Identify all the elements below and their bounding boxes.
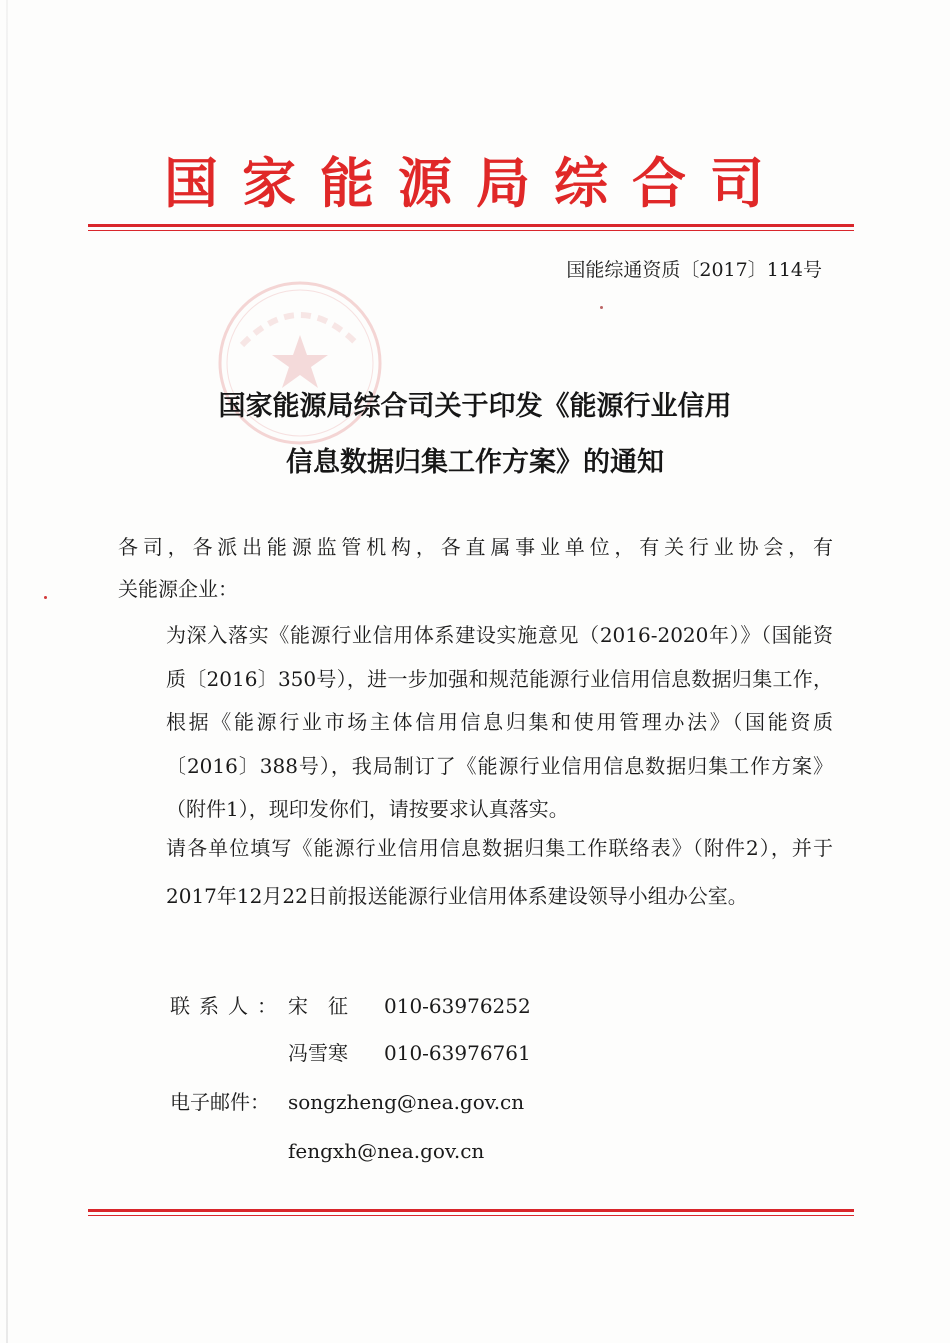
paragraph-1 — [118, 614, 833, 832]
official-seal-icon — [212, 275, 388, 451]
contact-person-2-name: 冯雪寒 — [288, 1041, 348, 1065]
contact-person-1-phone: 010-63976252 — [384, 994, 531, 1018]
document-number: 国能综通资质〔2017〕114号 — [566, 259, 822, 281]
header-red-rule — [88, 224, 854, 231]
email-row-1 — [170, 1082, 524, 1122]
addressee-line-2: 关能源企业： — [118, 577, 238, 601]
contact-person-2-phone: 010-63976761 — [384, 1041, 531, 1065]
email-2: fengxh@nea.gov.cn — [288, 1139, 485, 1163]
footer-red-rule — [88, 1209, 854, 1216]
org-header: 国家能源局综合司 — [164, 151, 788, 215]
scan-edge — [6, 0, 8, 1343]
email-label: 电子邮件： — [170, 1090, 270, 1114]
contact-row-2 — [170, 1033, 531, 1073]
email-row-2 — [170, 1131, 484, 1171]
contact-label: 联系人： — [170, 994, 286, 1018]
contact-person-1-name: 宋 征 — [288, 994, 348, 1018]
paragraph-2 — [118, 824, 833, 920]
scan-speck — [600, 306, 603, 309]
email-1: songzheng@nea.gov.cn — [288, 1090, 525, 1114]
addressee-line-1: 各司，各派出能源监管机构，各直属事业单位，有关行业协会，有 — [118, 535, 833, 559]
scan-speck — [44, 596, 47, 599]
title-line-1: 国家能源局综合司关于印发《能源行业信用 — [218, 391, 732, 422]
paragraph-2-text: 请各单位填写《能源行业信用信息数据归集工作联络表》（附件2），并于2017年12月22日前报送能源行业信用体系建设领导小组办公室。 — [166, 836, 833, 908]
title-line-2: 信息数据归集工作方案》的通知 — [286, 447, 664, 478]
contact-row-1 — [170, 986, 531, 1026]
paragraph-1-text: 为深入落实《能源行业信用体系建设实施意见（2016-2020年）》（国能资质〔2016〕350号），进一步加强和规范能源行业信用信息数据归集工作，根据《能源行业市场主体信用信息归集和使用管理办法》（国能资质〔2016〕388号），我局制订了《能源行业信用信息数据归集工作方案》（附件1），现印发你们，请按要求认真落实。 — [166, 623, 833, 821]
